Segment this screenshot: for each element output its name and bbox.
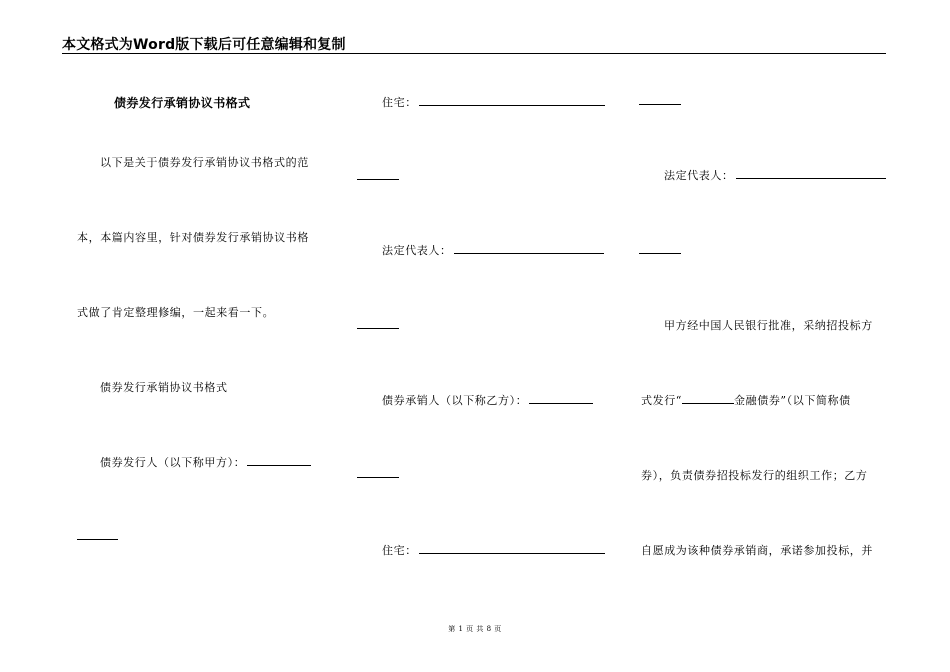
legal-rep-field-1: [382, 242, 604, 258]
issuer-continuation-blank: [77, 539, 118, 540]
address-continuation-blank-1: [357, 179, 399, 180]
legal-rep-continuation-blank-2: [639, 253, 681, 254]
address-label-1: 住宅：: [382, 96, 417, 109]
address-field-2: [382, 542, 605, 558]
legal-rep-continuation-blank-1: [357, 328, 399, 329]
issuer-blank: [247, 455, 311, 466]
legal-rep-blank-1: [454, 243, 604, 254]
intro-line-1: 以下是关于债券发行承销协议书格式的范: [100, 156, 309, 169]
header-rule: [62, 53, 886, 54]
legal-rep-field-2: [664, 167, 886, 183]
issuer-field: [100, 454, 311, 470]
body-line-1: 甲方经中国人民银行批准，采纳招投标方: [664, 319, 873, 332]
body-line-3: 券），负责债券招投标发行的组织工作；乙方: [641, 469, 868, 482]
address-field-1: [382, 94, 605, 110]
intro-line-2: 本，本篇内容里，针对债券发行承销协议书格: [77, 231, 309, 244]
document-title: 债券发行承销协议书格式: [114, 96, 251, 110]
address-blank-1: [419, 95, 605, 106]
underwriter-label: 债券承销人（以下称乙方）：: [382, 394, 528, 407]
address-label-2: 住宅：: [382, 544, 417, 557]
page-footer: 第 1 页 共 8 页: [448, 625, 502, 633]
underwriter-field: [382, 392, 593, 408]
issuer-label: 债券发行人（以下称甲方）：: [100, 456, 246, 469]
legal-rep-label-1: 法定代表人：: [382, 244, 452, 257]
address-continuation-blank-3: [639, 104, 681, 105]
document-banner: 本文格式为Word版下载后可任意编辑和复制: [62, 37, 346, 53]
address-blank-2: [419, 543, 605, 554]
underwriter-blank: [529, 393, 593, 404]
body-line-2a: 式发行“: [641, 394, 683, 407]
body-line-2: [641, 392, 851, 408]
body-line-4: 自愿成为该种债券承销商，承诺参加投标，并: [641, 544, 873, 557]
bond-name-blank: [682, 393, 734, 404]
section-subtitle: 债券发行承销协议书格式: [100, 381, 228, 394]
legal-rep-label-2: 法定代表人：: [664, 169, 734, 182]
intro-line-3: 式做了肯定整理修编，一起来看一下。: [77, 306, 275, 319]
legal-rep-blank-2: [736, 168, 886, 179]
body-line-2b: 金融债券”（以下简称债: [734, 394, 851, 407]
underwriter-continuation-blank: [357, 477, 399, 478]
